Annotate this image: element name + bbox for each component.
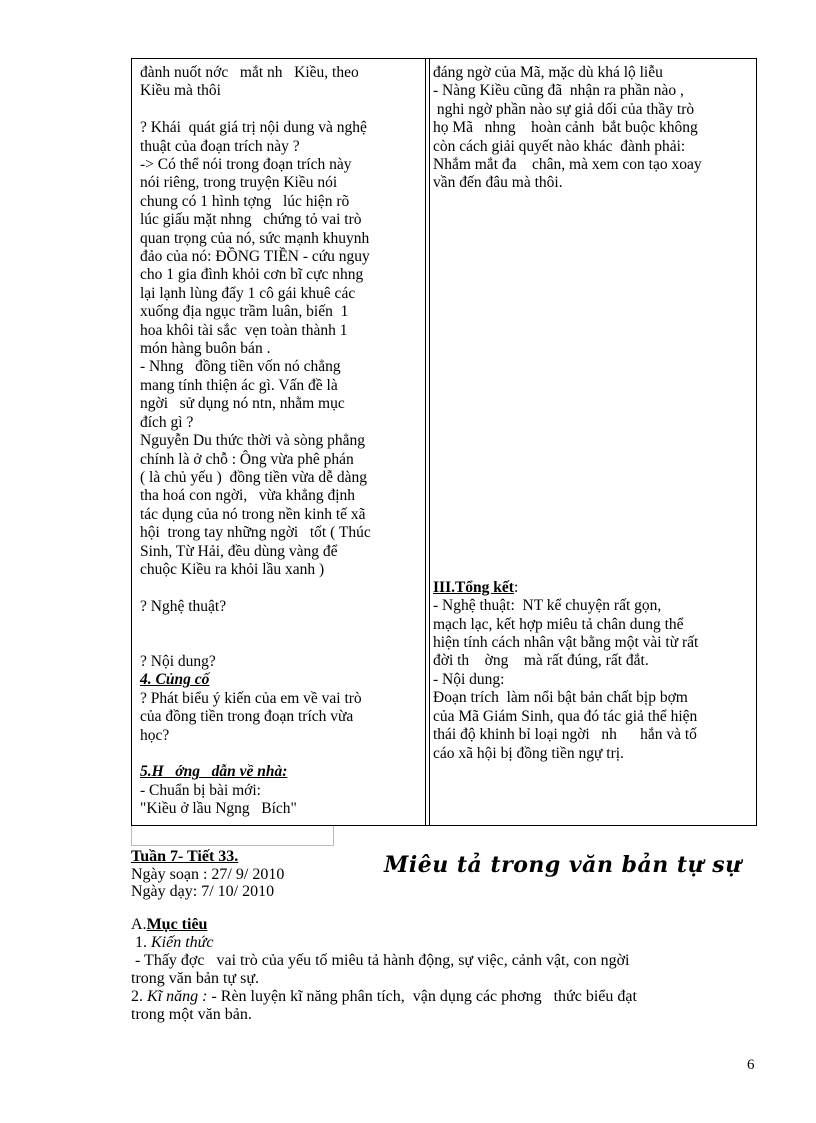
text-line: hoa khôi tài sắc vẹn toàn thành 1 — [140, 321, 348, 339]
text-line: -> Có thể nói trong đoạn trích này — [140, 156, 352, 174]
text-line: Nhắm mắt đa chân, mà xem con tạo xoay — [433, 156, 702, 174]
text-line: vần đến đâu mà thôi. — [433, 174, 563, 192]
summary-heading: III.Tổng kết — [433, 578, 514, 596]
text-line: Đoạn trích làm nổi bật bản chất bịp bợm — [433, 689, 688, 707]
text-line: ? Phát biểu ý kiến của em về vai trò — [140, 689, 362, 707]
text-line: Kiều mà thôi — [140, 82, 221, 100]
text-line: nói riêng, trong truyện Kiều nói — [140, 174, 338, 192]
text-line: - Thấy đợc vai trò của yếu tố miêu tả hành động, sự việc, cảnh vật, con ngời — [131, 952, 630, 969]
week-lesson-label: Tuần 7- Tiết 33. — [131, 848, 239, 865]
skills-label: Kĩ năng : — [147, 988, 208, 1005]
text-line: thái độ khinh bỉ loại ngời nh hắn và tố — [433, 726, 697, 744]
text-line: chính là ở chỗ : Ông vừa phê phán — [140, 450, 354, 468]
text-line: món hàng buôn bán . — [140, 340, 271, 358]
text-line: trong một văn bản. — [131, 1006, 252, 1023]
text-line: Nguyễn Du thức thời và sòng phẳng — [140, 432, 365, 450]
item-number: 2. — [131, 988, 147, 1005]
left-column — [140, 64, 420, 819]
text-line: Sinh, Từ Hải, đều dùng vàng để — [140, 542, 338, 560]
page-number: 6 — [747, 1057, 755, 1073]
text-line: "Kiều ở lầu Ngng Bích" — [140, 800, 297, 818]
text-line: lúc giấu mặt nhng chứng tỏ vai trò — [140, 211, 362, 229]
text-line: quan trọng của nó, sức mạnh khuynh — [140, 229, 370, 247]
lesson-table — [131, 58, 757, 826]
text-line: ( là chủ yếu ) đồng tiền vừa dễ dàng — [140, 468, 368, 486]
right-column — [433, 64, 751, 763]
text-line: - Rèn luyện kĩ năng phân tích, vận dụng các phơng thức biểu đạt — [207, 988, 637, 1005]
text-line: hiện tính cách nhân vật bằng một vài từ rất — [433, 634, 699, 652]
column-divider — [425, 59, 426, 825]
text-line — [140, 616, 420, 634]
text-line: đảo của nó: ĐỒNG TIỀN - cứu nguy — [140, 248, 370, 266]
text-line: hội trong tay những ngời tốt ( Thúc — [140, 524, 371, 542]
text-line: - Nhng đồng tiền vốn nó chẳng — [140, 358, 341, 376]
text-line: đáng ngờ của Mã, mặc dù khá lộ liễu — [433, 64, 663, 81]
text-line: mạch lạc, kết hợp miêu tả chân dung thể — [433, 615, 684, 633]
objectives-heading: Mục tiêu — [146, 916, 208, 933]
column-divider — [429, 59, 430, 825]
text-line: - Nghệ thuật: NT kể chuyện rất gọn, — [433, 597, 662, 615]
text-line: họ Mã nhng hoàn cảnh bắt buộc không — [433, 119, 698, 137]
text-line: cho 1 gia đình khỏi cơn bĩ cực nhng — [140, 266, 364, 284]
text-line: đành nuốt nớc mắt nh Kiều, theo — [140, 64, 359, 81]
text-line: đời th ờng mà rất đúng, rất đắt. — [433, 652, 649, 670]
text-line: cáo xã hội bị đồng tiền ngự trị. — [433, 744, 624, 762]
section-heading-consolidation: 4. Củng cố — [140, 671, 210, 689]
text-line: của đồng tiền trong đoạn trích vừa — [140, 708, 354, 726]
text-line: ? Nội dung? — [140, 652, 216, 670]
text-line — [140, 635, 420, 653]
text-line: - Chuẩn bị bài mới: — [140, 781, 261, 799]
heading-colon: : — [513, 578, 519, 596]
text-line: tác dụng của nó trong nền kinh tế xã — [140, 505, 366, 523]
text-line: ? Nghệ thuật? — [140, 597, 227, 615]
section-heading-homework: 5.H ớng dẫn về nhà: — [140, 763, 288, 781]
teach-date: Ngày dạy: 7/ 10/ 2010 — [131, 883, 275, 900]
text-line: của Mã Giám Sinh, qua đó tác giả thể hiện — [433, 707, 698, 725]
text-line: chuộc Kiều ra khỏi lầu xanh ) — [140, 560, 325, 578]
text-line: thuật của đoạn trích này ? — [140, 137, 300, 155]
lesson-title: Miêu tả trong văn bản tự sự — [384, 852, 742, 878]
text-line: lại lạnh lùng đẩy 1 cô gái khuê các — [140, 284, 356, 302]
text-line: còn cách giải quyết nào khác đành phải: — [433, 137, 686, 155]
text-line: chung có 1 hình tợng lúc hiện rõ — [140, 192, 350, 210]
objectives-section — [131, 916, 771, 1024]
text-line: - Nàng Kiều cũng đã nhận ra phần nào , — [433, 82, 684, 100]
section-prefix: A. — [131, 916, 147, 933]
text-line: xuống địa ngục trầm luân, biến 1 — [140, 303, 349, 321]
text-line: ngời sử dụng nó ntn, nhằm mục — [140, 395, 345, 413]
text-line: mang tính thiện ác gì. Vấn đề là — [140, 376, 338, 394]
text-line: - Nội dung: — [433, 670, 505, 688]
text-line — [140, 101, 420, 119]
text-line: học? — [140, 726, 170, 744]
text-line — [140, 579, 420, 597]
text-line: trong văn bản tự sự. — [131, 970, 259, 987]
lesson-info — [131, 848, 284, 901]
text-line: nghi ngờ phần nào sự giả dối của thầy trò — [433, 100, 695, 118]
knowledge-label: Kiến thức — [151, 934, 214, 951]
table-continuation-border — [131, 826, 334, 846]
prep-date: Ngày soạn : 27/ 9/ 2010 — [131, 865, 285, 883]
text-line: ? Khái quát giá trị nội dung và nghệ — [140, 119, 367, 137]
text-line: đích gì ? — [140, 413, 194, 431]
text-line: tha hoá con ngời, vừa khẳng định — [140, 487, 356, 505]
item-number: 1. — [131, 934, 151, 951]
